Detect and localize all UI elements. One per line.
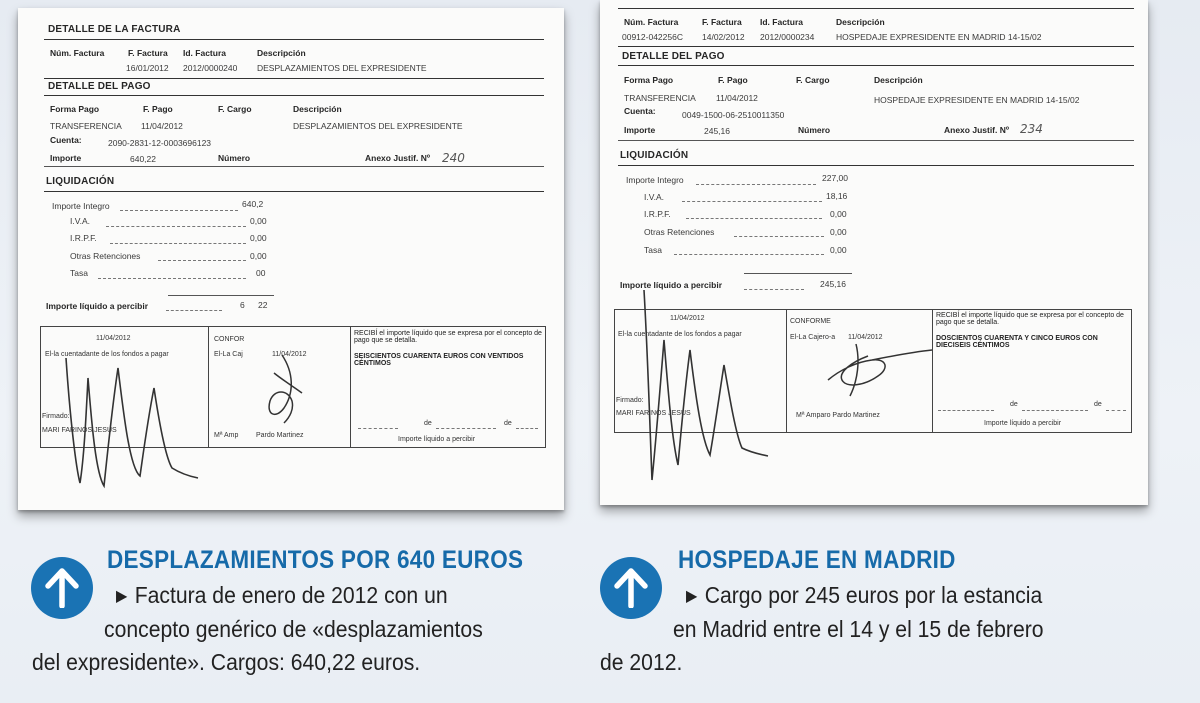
- box-de1: de: [1010, 401, 1018, 408]
- pago-descripcion: HOSPEDAJE EXPRESIDENTE EN MADRID 14-15/02: [874, 95, 1080, 105]
- box-letras: DOSCIENTOS CUARENTA Y CINCO EUROS CON DIECISEIS CÉNTIMOS: [936, 335, 1098, 349]
- dotted-line: [686, 218, 822, 219]
- importe-value: 245,16: [704, 126, 730, 136]
- factura-descripcion: DESPLAZAMIENTOS DEL EXPRESIDENTE: [257, 63, 427, 73]
- dotted-line: [1106, 410, 1126, 411]
- header-forma-pago: Forma Pago: [624, 75, 674, 85]
- box-fecha: 11/04/2012: [96, 335, 131, 342]
- handwritten-signature-1: [624, 270, 804, 490]
- factura-id: 2012/0000240: [183, 63, 238, 73]
- box-cuentadante: El-la cuentadante de los fondos a pagar: [618, 331, 742, 338]
- divider: [618, 8, 1134, 9]
- liq-label-tasa: Tasa: [644, 245, 662, 255]
- liq-label-iva: I.V.A.: [644, 192, 665, 202]
- section-liquidacion: LIQUIDACIÓN: [620, 150, 689, 161]
- caption-line-3: de 2012.: [600, 649, 683, 675]
- liq-value-irpf: 0,00: [830, 209, 847, 219]
- divider: [44, 191, 544, 192]
- box-cuentadante: El-la cuentadante de los fondos a pagar: [45, 351, 169, 358]
- handwritten-signature-2: [816, 340, 936, 400]
- liq-value-tasa: 00: [256, 268, 266, 278]
- box-letras: SEISCIENTOS CUARENTA EUROS CON VENTIDOS CÉNTIMOS: [354, 353, 524, 367]
- liquido-value: 22: [258, 300, 268, 310]
- liq-value-irpf: 0,00: [250, 233, 267, 243]
- triangle-right-icon: ▶: [116, 588, 128, 605]
- divider: [618, 46, 1134, 47]
- section-detalle-factura: DETALLE DE LA FACTURA: [48, 24, 181, 35]
- caption-text: Factura de enero de 2012 con un: [134, 582, 448, 608]
- divider: [168, 295, 274, 296]
- caption-line-2: en Madrid entre el 14 y el 15 de febrero: [673, 616, 1044, 642]
- liq-label-otras: Otras Retenciones: [70, 251, 141, 261]
- caption-text: Cargo por 245 euros por la estancia: [704, 582, 1043, 608]
- liquido-label: Importe líquido a percibir: [620, 280, 723, 290]
- dotted-line: [734, 236, 824, 237]
- divider: [618, 165, 1134, 166]
- liquido-label: Importe líquido a percibir: [46, 301, 149, 311]
- liquido-value: 245,16: [820, 279, 846, 289]
- liq-label-tasa: Tasa: [70, 268, 88, 278]
- liq-label-integro: Importe Integro: [52, 201, 110, 211]
- factura-num: 00912-042256C: [622, 32, 683, 42]
- box-conforme: CONFORME: [790, 318, 831, 325]
- box-fecha: 11/04/2012: [670, 315, 705, 322]
- dotted-line: [120, 210, 238, 211]
- section-liquidacion: LIQUIDACIÓN: [46, 176, 115, 187]
- box-recibi: RECIBÍ el importe líquido que se expresa por el concepto de pago que se detalla.: [936, 312, 1124, 326]
- numero-label: Número: [218, 153, 251, 163]
- box-de2: de: [1094, 401, 1102, 408]
- box-cajero-fecha: 11/04/2012: [848, 334, 883, 341]
- pago-fecha: 11/04/2012: [141, 121, 183, 131]
- arrow-up-glyph: [45, 568, 79, 608]
- anexo-label: Anexo Justif. Nº: [944, 125, 1009, 135]
- box-cajero: El-La Cajero-a: [790, 334, 836, 341]
- anexo-handwritten: 234: [1020, 122, 1043, 136]
- pago-forma: TRANSFERENCIA: [50, 121, 122, 131]
- importe-label: Importe: [624, 125, 656, 135]
- anexo-label: Anexo Justif. Nº: [365, 153, 430, 163]
- dotted-line: [106, 226, 246, 227]
- caption-line-1: [116, 580, 448, 614]
- handwritten-signature-2: [254, 353, 314, 433]
- importe-label: Importe: [50, 153, 82, 163]
- box-nombre: MARI FARINOS JESUS: [42, 427, 117, 434]
- invoice-document-2: [600, 0, 1148, 505]
- invoice-document-1: [18, 8, 564, 510]
- liq-value-iva: 0,00: [250, 216, 267, 226]
- header-fecha-pago: F. Pago: [718, 75, 748, 85]
- dotted-line: [1022, 410, 1088, 411]
- box-firmado: Firmado:: [42, 413, 70, 420]
- box-conforme: CONFOR: [214, 336, 245, 343]
- dotted-line: [516, 428, 538, 429]
- dotted-line: [938, 410, 994, 411]
- divider: [44, 39, 544, 40]
- pago-forma: TRANSFERENCIA: [624, 93, 696, 103]
- divider: [44, 78, 544, 79]
- box-firma2: Mª Amparo Pardo Martinez: [796, 412, 880, 419]
- triangle-right-icon: ▶: [686, 588, 698, 605]
- liq-value-iva: 18,16: [826, 191, 848, 201]
- liq-label-irpf: I.R.P.F.: [70, 233, 97, 243]
- liq-value-otras: 0,00: [830, 227, 847, 237]
- caption-line-3: del expresidente». Cargos: 640,22 euros.: [32, 649, 421, 675]
- divider: [44, 95, 544, 96]
- liq-label-irpf: I.R.P.F.: [644, 209, 671, 219]
- box-de2: de: [504, 420, 512, 427]
- divider: [618, 140, 1134, 141]
- box-firma2: Mª Amp: [214, 432, 239, 439]
- header-fecha-factura: F. Factura: [128, 48, 168, 58]
- pago-fecha: 11/04/2012: [716, 93, 758, 103]
- dotted-line: [110, 243, 246, 244]
- header-num-factura: Núm. Factura: [624, 17, 679, 27]
- box-cajero-fecha: 11/04/2012: [272, 351, 307, 358]
- header-fecha-cargo: F. Cargo: [796, 75, 830, 85]
- box-firma2b: Pardo Martinez: [256, 432, 304, 439]
- liq-value-otras: 0,00: [250, 251, 267, 261]
- factura-id: 2012/0000234: [760, 32, 815, 42]
- liq-label-otras: Otras Retenciones: [644, 227, 715, 237]
- numero-label: Número: [798, 125, 831, 135]
- header-fecha-pago: F. Pago: [143, 104, 173, 114]
- box-de1: de: [424, 420, 432, 427]
- liq-value-integro: 227,00: [822, 173, 848, 183]
- arrow-up-icon: [600, 557, 662, 619]
- box-divider: [350, 326, 351, 448]
- caption-title-2: HOSPEDAJE EN MADRID: [678, 546, 956, 574]
- factura-fecha: 14/02/2012: [702, 32, 745, 42]
- box-pie: Importe líquido a percibir: [398, 436, 476, 443]
- importe-value: 640,22: [130, 154, 156, 164]
- cuenta-label: Cuenta:: [50, 135, 82, 145]
- cuenta-value: 2090-2831-12-0003696123: [108, 138, 212, 148]
- header-descripcion-pago: Descripción: [874, 75, 923, 85]
- section-detalle-pago: DETALLE DEL PAGO: [622, 51, 725, 62]
- header-id-factura: Id. Factura: [183, 48, 226, 58]
- header-descripcion: Descripción: [836, 17, 885, 27]
- liq-value-tasa: 0,00: [830, 245, 847, 255]
- header-fecha-factura: F. Factura: [702, 17, 742, 27]
- handwritten-signature-1: [48, 298, 228, 498]
- divider: [44, 166, 544, 167]
- header-descripcion-pago: Descripción: [293, 104, 342, 114]
- liq-label-integro: Importe Integro: [626, 175, 684, 185]
- caption-line-2: concepto genérico de «desplazamientos: [104, 616, 483, 642]
- header-forma-pago: Forma Pago: [50, 104, 100, 114]
- caption-title-1: DESPLAZAMIENTOS POR 640 EUROS: [107, 546, 524, 574]
- liquido-partial: 6: [240, 300, 245, 310]
- cuenta-label: Cuenta:: [624, 106, 656, 116]
- dotted-line: [358, 428, 398, 429]
- dotted-line: [674, 254, 824, 255]
- dotted-line: [158, 260, 246, 261]
- box-pie: Importe líquido a percibir: [984, 420, 1062, 427]
- arrow-up-glyph: [614, 568, 648, 608]
- factura-descripcion: HOSPEDAJE EXPRESIDENTE EN MADRID 14-15/02: [836, 32, 1042, 42]
- pago-descripcion: DESPLAZAMIENTOS DEL EXPRESIDENTE: [293, 121, 463, 131]
- dotted-line: [98, 278, 246, 279]
- dotted-line: [436, 428, 496, 429]
- cuenta-value: 0049-1500-06-2510011350: [682, 110, 785, 120]
- header-id-factura: Id. Factura: [760, 17, 803, 27]
- header-fecha-cargo: F. Cargo: [218, 104, 252, 114]
- dotted-line: [696, 184, 816, 185]
- arrow-up-icon: [31, 557, 93, 619]
- anexo-handwritten: 240: [442, 151, 465, 165]
- header-num-factura: Núm. Factura: [50, 48, 105, 58]
- dotted-line: [682, 201, 822, 202]
- box-firmado: Firmado:: [616, 397, 644, 404]
- caption-line-1: [686, 580, 1042, 614]
- factura-fecha: 16/01/2012: [126, 63, 169, 73]
- liq-value-integro: 640,2: [242, 199, 264, 209]
- box-recibi: RECIBÍ el importe líquido que se expresa por el concepto de pago que se detalla.: [354, 330, 542, 344]
- divider: [618, 65, 1134, 66]
- section-detalle-pago: DETALLE DEL PAGO: [48, 81, 151, 92]
- box-cajero: El-La Caj: [214, 351, 243, 358]
- box-nombre: MARI FARINOS JESUS: [616, 410, 691, 417]
- liq-label-iva: I.V.A.: [70, 216, 91, 226]
- header-descripcion: Descripción: [257, 48, 306, 58]
